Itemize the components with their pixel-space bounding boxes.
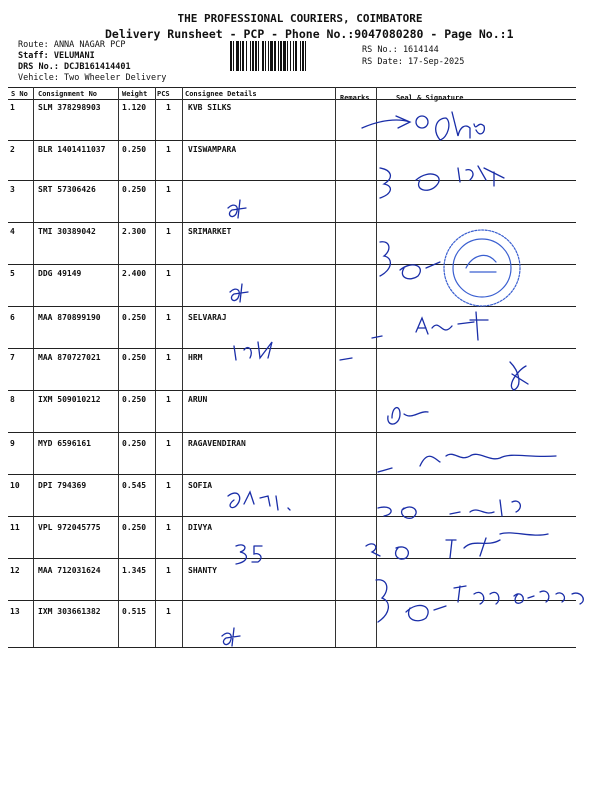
cell-pcs: 1 [166,353,171,362]
col-divider [335,87,336,647]
cell-pcs: 1 [166,145,171,154]
row-rule [8,348,576,349]
cell-consignment: BLR 1401411037 [38,145,106,154]
cell-sno: 3 [10,185,15,194]
cell-pcs: 1 [166,185,171,194]
cell-weight: 0.250 [122,313,147,322]
signature-row-6 [372,312,488,340]
cell-weight: 1.120 [122,103,147,112]
row-rule [8,140,576,141]
signature-row-7 [234,342,528,390]
cell-pcs: 1 [166,269,171,278]
cell-consignment: IXM 509010212 [38,395,101,404]
cell-weight: 0.250 [122,185,147,194]
cell-sno: 5 [10,269,15,278]
cell-consignee: SOFIA [188,481,213,490]
drs-number: DRS No.: DCJB161414401 [18,62,131,72]
cell-consignment: DDG 49149 [38,269,82,278]
cell-sno: 2 [10,145,15,154]
rs-number: RS No.: 1614144 [362,45,439,55]
col-header-remarks: Remarks [340,94,370,102]
row-rule [8,600,576,601]
rs-info [362,44,464,68]
cell-consignment: TMI 30389042 [38,227,96,236]
cell-consignment: IXM 303661382 [38,607,101,616]
col-divider [33,87,34,647]
cell-weight: 0.250 [122,523,147,532]
route-label: Route: ANNA NAGAR PCP [18,40,126,50]
row-rule [8,222,576,223]
cell-weight: 0.250 [122,395,147,404]
col-header-seal: Seal & Signature [396,94,464,102]
signature-row-10 [228,492,520,518]
cell-sno: 11 [10,523,20,532]
vehicle-label: Vehicle: Two Wheeler Delivery [18,73,167,83]
cell-consignee: RAGAVENDIRAN [188,439,246,448]
col-divider [376,87,377,647]
cell-pcs: 1 [166,566,171,575]
cell-sno: 7 [10,353,15,362]
runsheet-subtitle: Delivery Runsheet - PCP - Phone No.:9047080280 - Page No.:1 [105,27,514,41]
cell-pcs: 1 [166,227,171,236]
table-top-rule [8,87,576,88]
col-header-consignment: Consignment No [38,90,98,98]
cell-weight: 0.515 [122,607,147,616]
cell-sno: 9 [10,439,15,448]
signature-row-1 [362,112,484,140]
cell-weight: 2.400 [122,269,147,278]
cell-consignment: MAA 712031624 [38,566,101,575]
signature-row-4 [380,242,440,279]
official-stamp [444,230,520,306]
cell-consignee: ARUN [188,395,208,404]
cell-consignment: MAA 870899190 [38,313,101,322]
cell-sno: 13 [10,607,20,616]
col-header-pcs: PCS [157,90,170,98]
cell-consignment: SRT 57306426 [38,185,96,194]
row-rule [8,647,576,648]
cell-consignment: VPL 972045775 [38,523,101,532]
staff-label: Staff: VELUMANI [18,51,95,61]
cell-weight: 0.545 [122,481,147,490]
row-rule [8,474,576,475]
cell-consignee: KVB SILKS [188,103,232,112]
runsheet-barcode [230,41,358,71]
cell-pcs: 1 [166,607,171,616]
row-rule [8,306,576,307]
cell-consignee: VISWAMPARA [188,145,237,154]
col-divider [182,87,183,647]
cell-sno: 10 [10,481,20,490]
cell-pcs: 1 [166,313,171,322]
cell-pcs: 1 [166,395,171,404]
cell-consignment: SLM 378298903 [38,103,101,112]
cell-weight: 0.250 [122,145,147,154]
signature-row-2 [380,166,504,198]
row-rule [8,264,576,265]
cell-weight: 2.300 [122,227,147,236]
row-rule [8,516,576,517]
company-title: THE PROFESSIONAL COURIERS, COIMBATORE [177,12,423,25]
row-rule [8,432,576,433]
cell-consignee: HRM [188,353,203,362]
cell-consignment: DPI 794369 [38,481,87,490]
row-rule [8,180,576,181]
col-divider [118,87,119,647]
cell-consignment: MAA 870727021 [38,353,101,362]
cell-sno: 8 [10,395,15,404]
mark-row-3 [228,200,246,218]
col-header-consignee: Consignee Details [185,90,257,98]
cell-consignee: DIVYA [188,523,213,532]
signature-row-8 [388,408,428,424]
rs-date: RS Date: 17-Sep-2025 [362,57,465,67]
cell-pcs: 1 [166,481,171,490]
col-header-weight: Weight [122,90,148,98]
cell-pcs: 1 [166,523,171,532]
cell-pcs: 1 [166,103,171,112]
signature-row-11 [236,533,548,564]
cell-weight: 1.345 [122,566,147,575]
row-rule [8,390,576,391]
signature-row-9 [378,454,556,472]
cell-sno: 4 [10,227,15,236]
row-rule [8,558,576,559]
cell-consignee: SELVARAJ [188,313,227,322]
cell-sno: 12 [10,566,20,575]
cell-consignee: SHANTY [188,566,217,575]
cell-weight: 0.250 [122,439,147,448]
cell-sno: 1 [10,103,15,112]
header-rule [8,99,576,100]
cell-consignee: SRIMARKET [188,227,232,236]
col-divider [155,87,156,647]
cell-weight: 0.250 [122,353,147,362]
mark-row-13 [222,628,240,646]
cell-sno: 6 [10,313,15,322]
cell-consignment: MYD 6596161 [38,439,91,448]
mark-row-5 [230,284,248,302]
cell-pcs: 1 [166,439,171,448]
col-header-sno: S No [11,90,28,98]
